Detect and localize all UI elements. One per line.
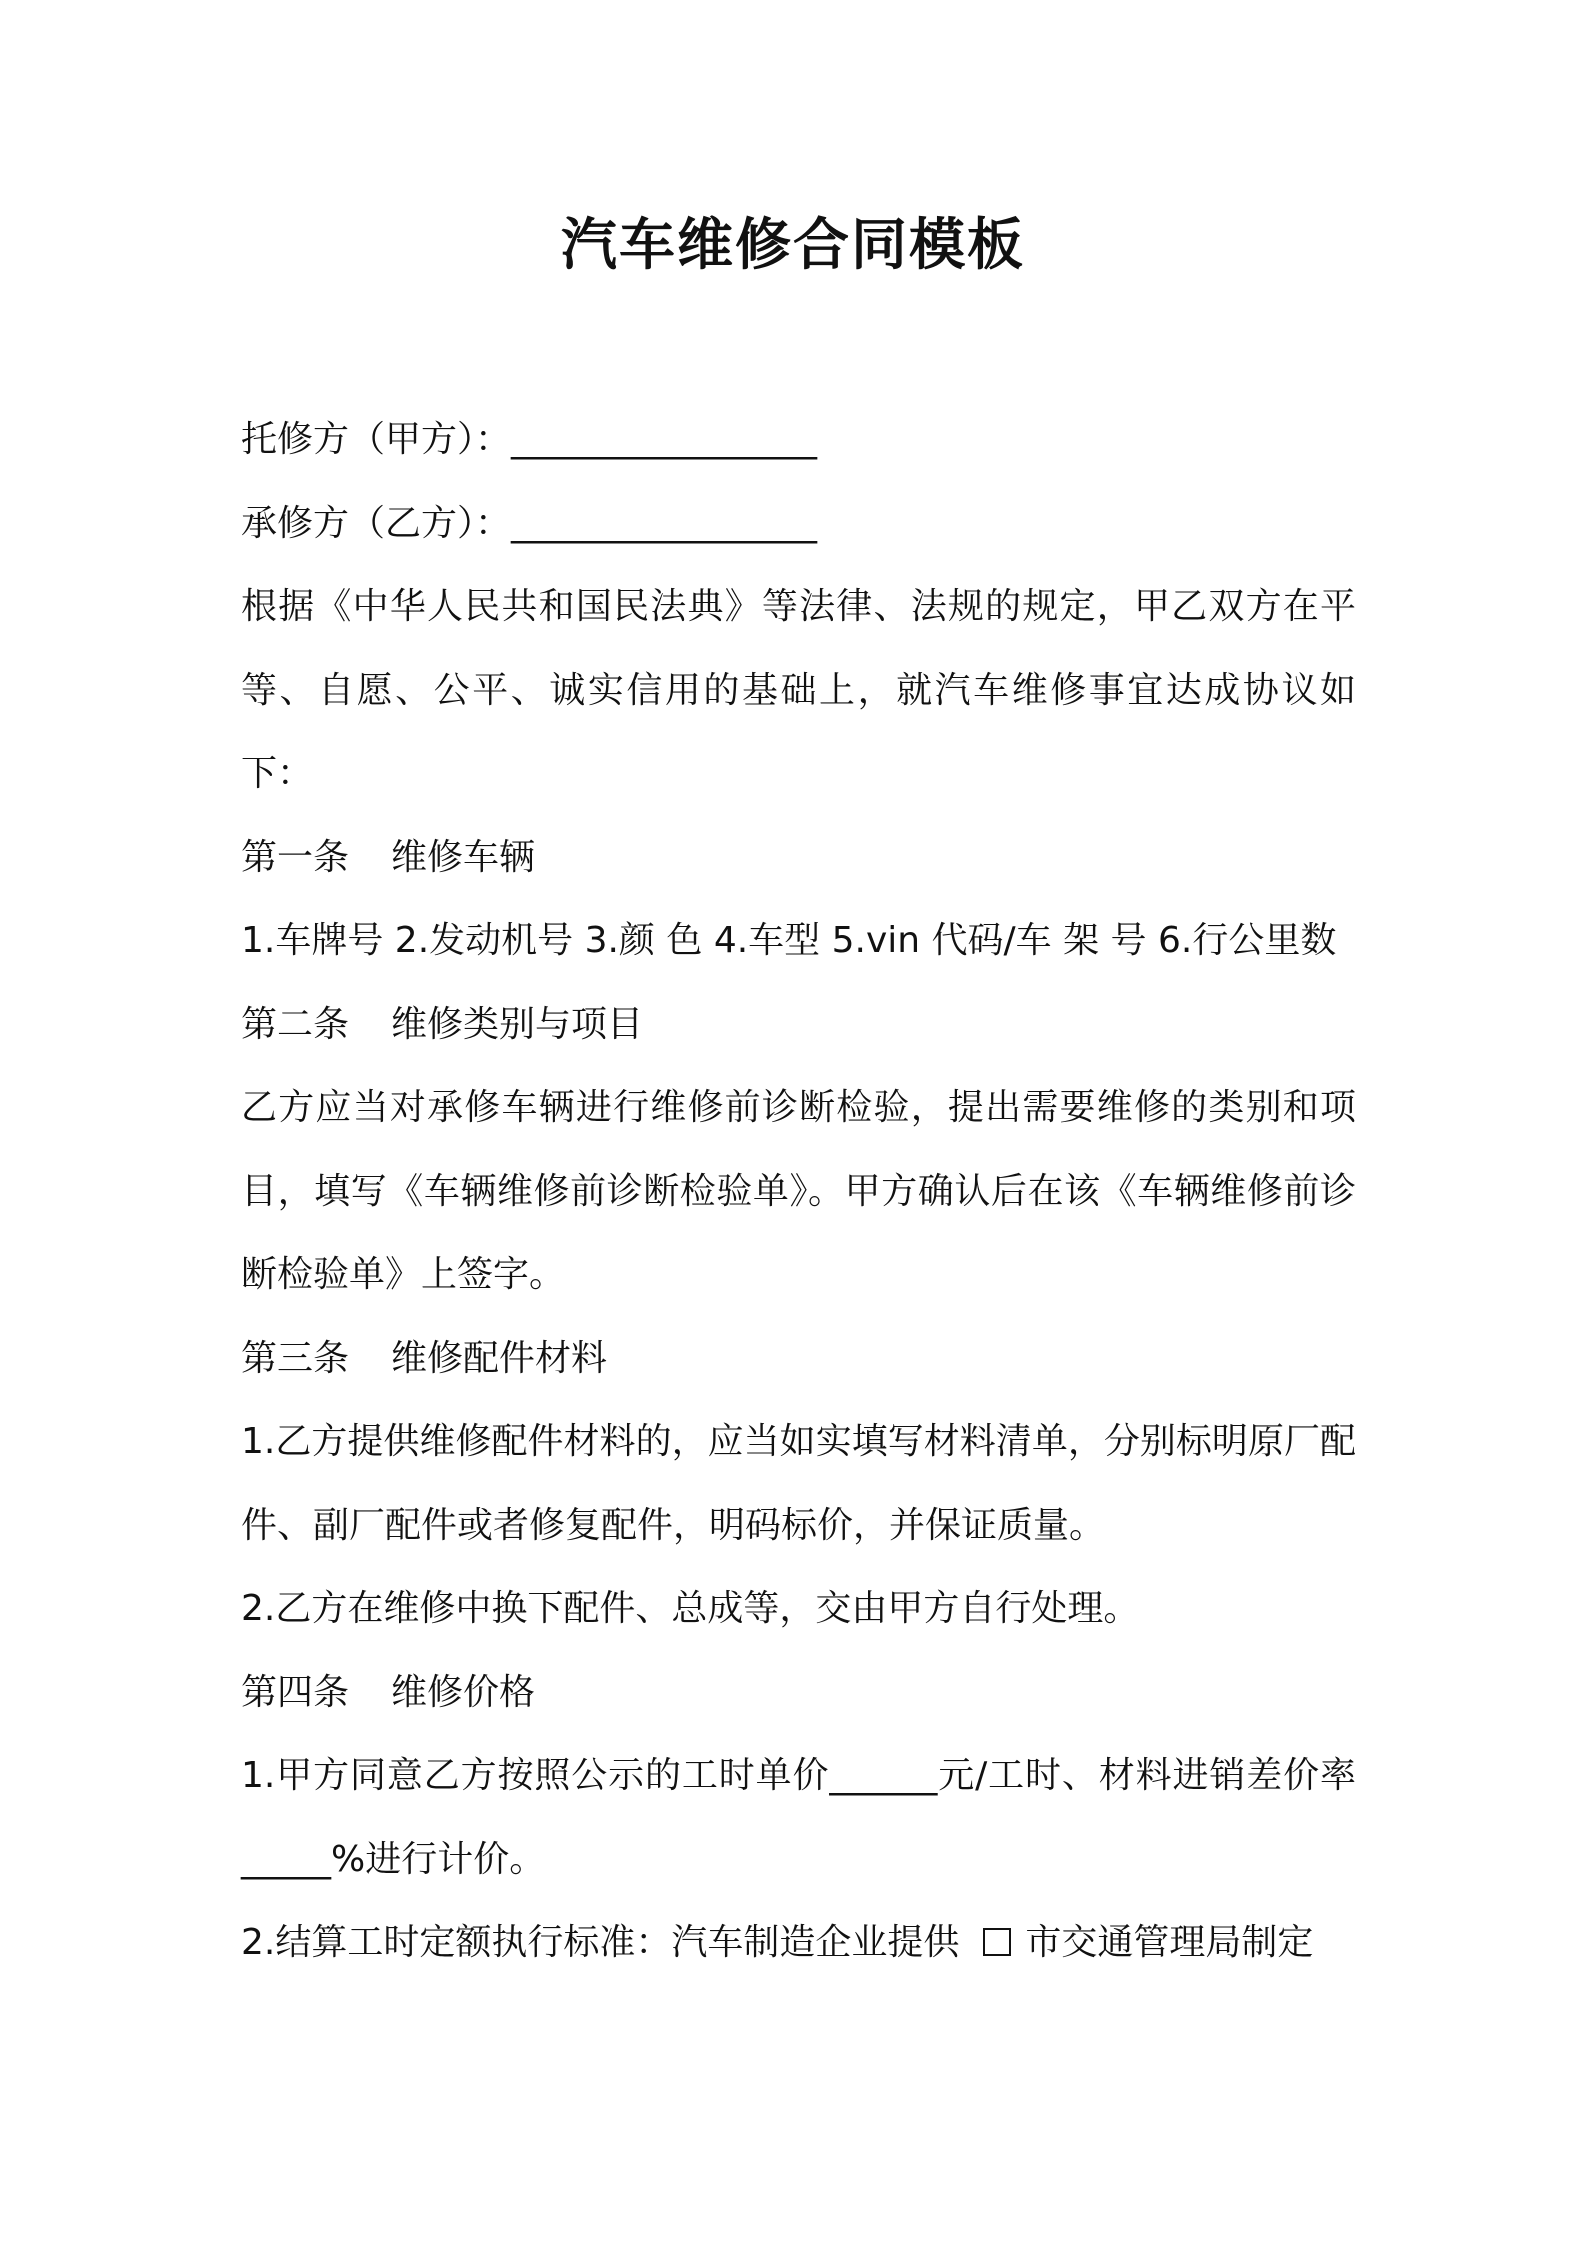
document-body: [241, 398, 1356, 1985]
article-1-title: 维修车辆: [391, 836, 536, 878]
article-2-text: 乙方应当对承修车辆进行维修前诊断检验，提出需要维修的类别和项目，填写《车辆维修前诊断检验单》。甲方确认后在该《车辆维修前诊断检验单》上签字。: [241, 1087, 1356, 1295]
article-4-item-2-suffix: 市交通管理局制定: [1025, 1922, 1314, 1963]
article-4-item-1: 1.甲方同意乙方按照公示的工时单价______元/工时、材料进销差价率_____%进行计价。: [241, 1755, 1356, 1880]
article-4-heading: [241, 1651, 1356, 1735]
article-4-number: 第四条: [241, 1671, 350, 1713]
party-a-line: 托修方（甲方）：_________________: [241, 419, 818, 460]
article-1-number: 第一条: [241, 836, 350, 878]
article-3-title: 维修配件材料: [391, 1337, 608, 1379]
article-3-item-2: 2.乙方在维修中换下配件、总成等，交由甲方自行处理。: [241, 1588, 1140, 1629]
party-b-line: 承修方（乙方）：_________________: [241, 502, 818, 544]
document-title: 汽车维修合同模板: [561, 213, 1025, 278]
article-2-number: 第二条: [241, 1003, 350, 1045]
article-3-item-1: 1.乙方提供维修配件材料的，应当如实填写材料清单，分别标明原厂配件、副厂配件或者修复配件，明码标价，并保证质量。: [241, 1421, 1356, 1546]
article-3-heading: [241, 1317, 1356, 1401]
article-4-title: 维修价格: [391, 1671, 536, 1713]
article-4-item-2: [241, 1901, 1356, 1985]
article-1-heading: [241, 816, 1356, 900]
article-1-text: 1.车牌号 2.发动机号 3.颜 色 4.车型 5.vin 代码/车 架 号 6.行公里数: [241, 920, 1337, 961]
checkbox-icon[interactable]: [983, 1928, 1011, 1956]
article-4-item-2-prefix: 2.结算工时定额执行标准：汽车制造企业提供: [241, 1922, 960, 1963]
article-2-heading: [241, 983, 1356, 1067]
article-3-number: 第三条: [241, 1337, 350, 1379]
preamble-paragraph: 根据《中华人民共和国民法典》等法律、法规的规定，甲乙双方在平等、自愿、公平、诚实信用的基础上，就汽车维修事宜达成协议如下：: [241, 586, 1356, 794]
article-2-title: 维修类别与项目: [391, 1003, 644, 1045]
